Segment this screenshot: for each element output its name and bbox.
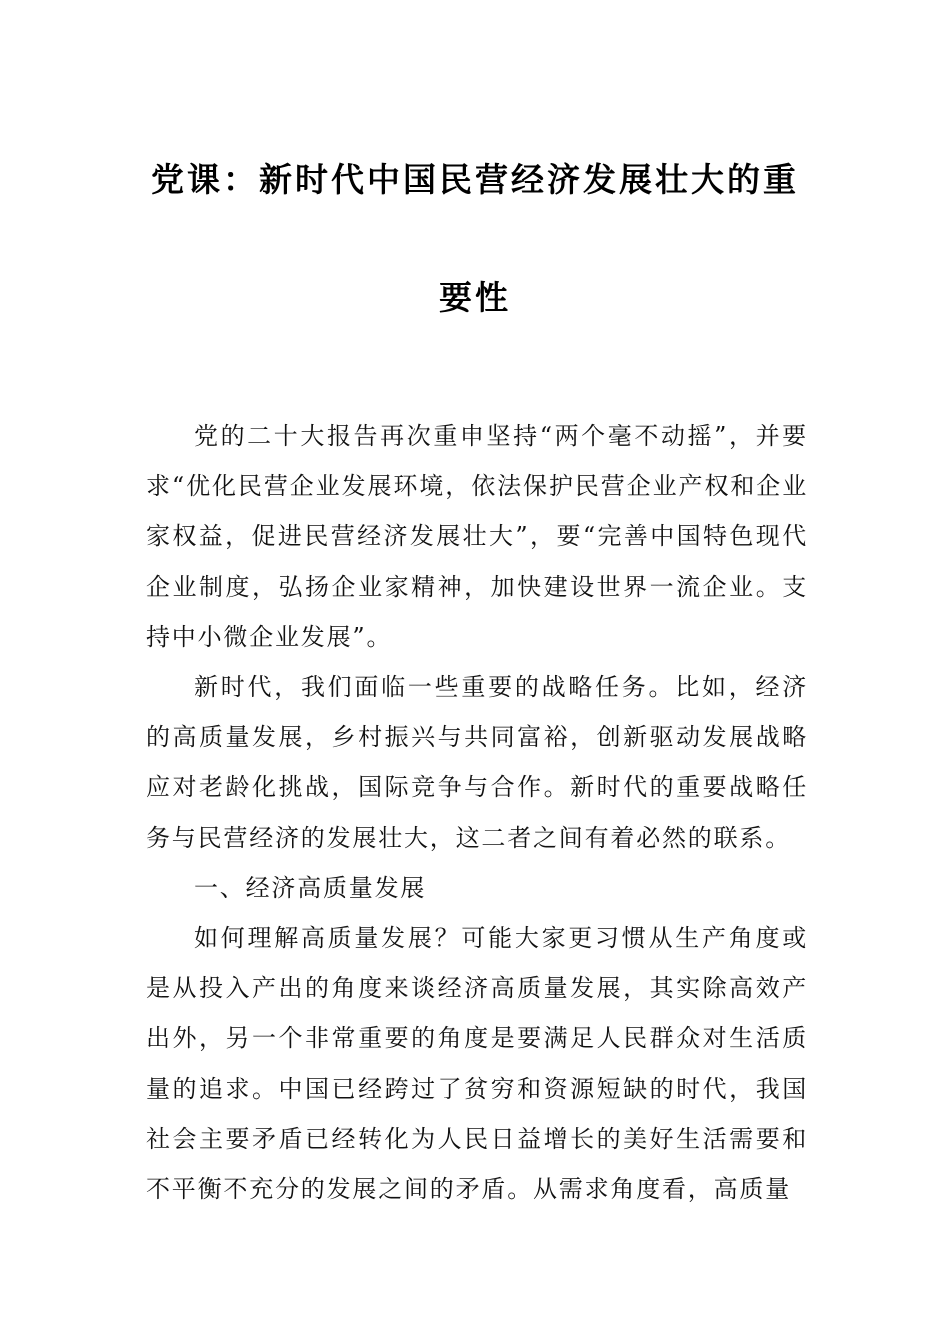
document-title-line-2: 要性 (439, 278, 511, 317)
section-heading-high-quality-development: 一、经济高质量发展 (194, 873, 427, 902)
paragraph-strategic-tasks: 新时代，我们面临一些重要的战略任务。比如，经济的高质量发展，乡村振兴与共同富裕，创新驱动发展战略应对老龄化挑战，国际竞争与合作。新时代的重要战略任务与民营经济的发展壮大，这二者之间有着必然的联系。 (146, 673, 808, 852)
document-body (146, 411, 808, 1214)
paragraph-understanding-high-quality: 如何理解高质量发展？可能大家更习惯从生产角度或是从投入产出的角度来谈经济高质量发展，其实除高效产出外，另一个非常重要的角度是要满足人民群众对生活质量的追求。中国已经跨过了贫穷和资源短缺的时代，我国社会主要矛盾已经转化为人民日益增长的美好生活需要和不平衡不充分的发展之间的矛盾。从需求角度看，高质量 (146, 924, 808, 1204)
paragraph-two-unwavering: 党的二十大报告再次重申坚持“两个毫不动摇”，并要求“优化民营企业发展环境，依法保护民营企业产权和企业家权益，促进民营经济发展壮大”，要“完善中国特色现代企业制度，弘扬企业家精神，加快建设世界一流企业。支持中小微企业发展”。 (146, 422, 808, 651)
document-title-line-1: 党课：新时代中国民营经济发展壮大的重 (151, 160, 799, 199)
